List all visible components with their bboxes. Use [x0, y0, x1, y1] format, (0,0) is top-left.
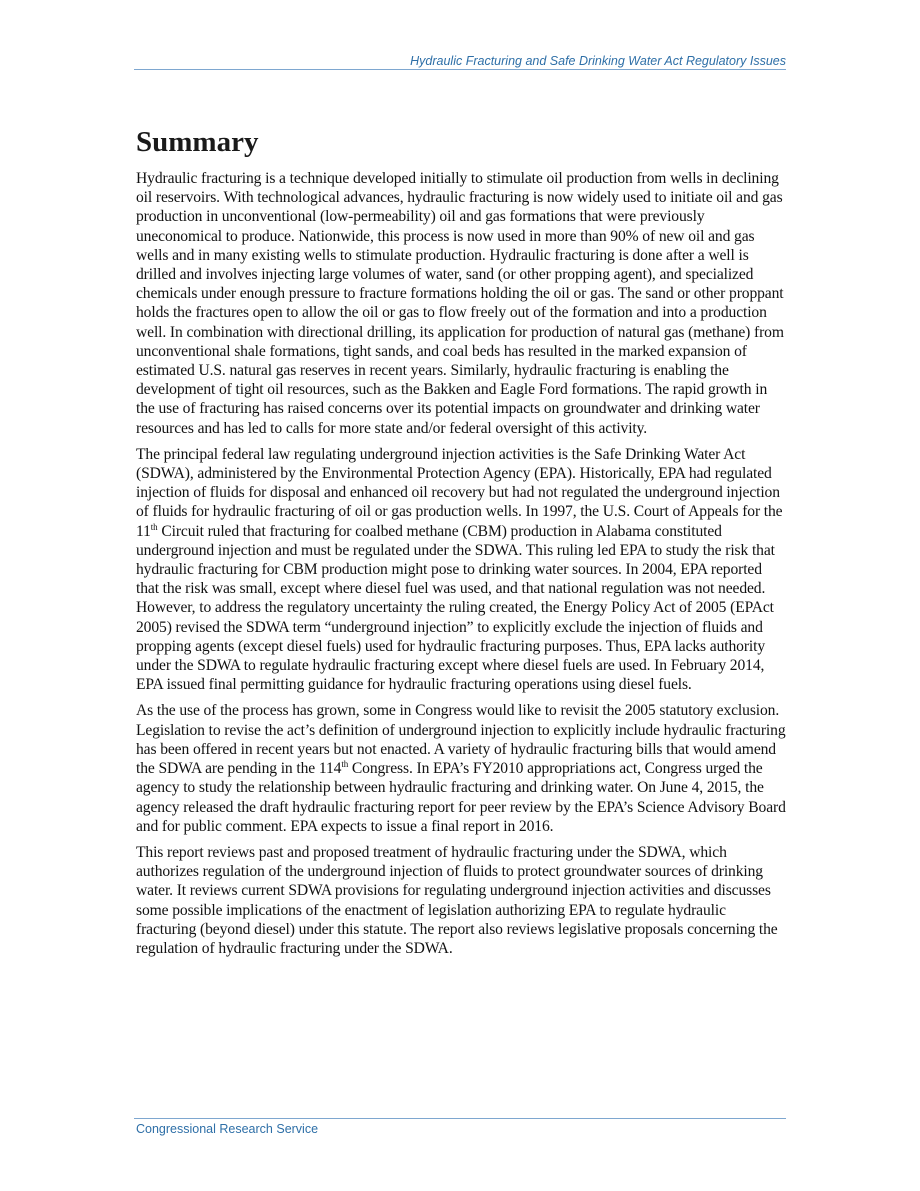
running-header: [134, 54, 786, 70]
summary-paragraph-1: Hydraulic fracturing is a technique developed initially to stimulate oil production from wells in declining oil reservoirs. With technological advances, hydraulic fracturing is now widely used to initiate oil and gas production in unconventional (low-permeability) oil and gas formations that were previously uneconomical to produce. Nationwide, this process is now used in more than 90% of new oil and gas wells and in many existing wells to stimulate production. Hydraulic fracturing is done after a well is drilled and involves injecting large volumes of water, sand (or other propping agent), and specialized chemicals under enough pressure to fracture formations holding the oil or gas. The sand or other proppant holds the fractures open to allow the oil or gas to flow freely out of the formation and into a production well. In combination with directional drilling, its application for production of natural gas (methane) from unconventional shale formations, tight sands, and coal beds has resulted in the marked expansion of estimated U.S. natural gas reserves in recent years. Similarly, hydraulic fracturing is enabling the development of tight oil resources, such as the Bakken and Eagle Ford formations. The rapid growth in the use of fracturing has raised concerns over its potential impacts on groundwater and drinking water resources and has led to calls for more state and/or federal oversight of this activity.: [136, 170, 784, 437]
footer-rule: [134, 1118, 786, 1119]
summary-paragraph-4: This report reviews past and proposed treatment of hydraulic fracturing under the SDWA, which authorizes regulation of the underground injection of fluids to protect groundwater sources of drinking water. It reviews current SDWA provisions for regulating underground injection activities and discusses some possible implications of the enactment of legislation authorizing EPA to regulate hydraulic fracturing (beyond diesel) under this statute. The report also reviews legislative proposals concerning the regulation of hydraulic fracturing under the SDWA.: [136, 843, 778, 957]
ordinal-suffix: th: [341, 758, 349, 769]
paragraph-3-text-a: As the use of the process has grown, some in Congress would like to revisit the 2005 statutory exclusion. Legislation to revise the act’s definition of underground injection to explicitly include hydraulic fracturing has been offered in recent years but not enacted. A variety of hydraulic fracturing bills that would amend the SDWA are pending in the 114: [136, 702, 786, 778]
footer-publisher: Congressional Research Service: [136, 1122, 319, 1136]
ordinal-suffix: th: [150, 521, 158, 532]
summary-paragraph-3: [136, 701, 788, 835]
summary-paragraph-2: [136, 445, 788, 695]
running-header-title: Hydraulic Fracturing and Safe Drinking Water Act Regulatory Issues: [410, 54, 786, 68]
paragraph-2-text-b: Circuit ruled that fracturing for coalbed methane (CBM) production in Alabama constituted underground injection and must be regulated under the SDWA. This ruling led EPA to study the risk that hydraulic fracturing for CBM production might pose to drinking water sources. In 2004, EPA reported that the risk was small, except where diesel fuel was used, and that national regulation was not needed. However, to address the regulatory uncertainty the ruling created, the Energy Policy Act of 2005 (EPAct 2005) revised the SDWA term “underground injection” to explicitly exclude the injection of fluids and propping agents (except diesel fuels) used for hydraulic fracturing purposes. Thus, EPA lacks authority under the SDWA to regulate hydraulic fracturing except where diesel fuels are used. In February 2014, EPA issued final permitting guidance for hydraulic fracturing operations using diesel fuels.: [136, 522, 775, 694]
summary-heading: Summary: [136, 126, 259, 158]
paragraph-2-text-a: The principal federal law regulating underground injection activities is the Safe Drinking Water Act (SDWA), administered by the Environmental Protection Agency (EPA). Historically, EPA had regulated injection of fluids for disposal and enhanced oil recovery but had not regulated the underground injection of fluids for hydraulic fracturing of oil or gas production wells. In 1997, the U.S. Court of Appeals for the 11: [136, 445, 783, 540]
paragraph-3-text-b: Congress. In EPA’s FY2010 appropriations act, Congress urged the agency to study the relationship between hydraulic fracturing and drinking water. On June 4, 2015, the agency released the draft hydraulic fracturing report for peer review by the EPA’s Science Advisory Board and for public comment. EPA expects to issue a final report in 2016.: [136, 760, 786, 835]
page-body: [136, 122, 788, 965]
